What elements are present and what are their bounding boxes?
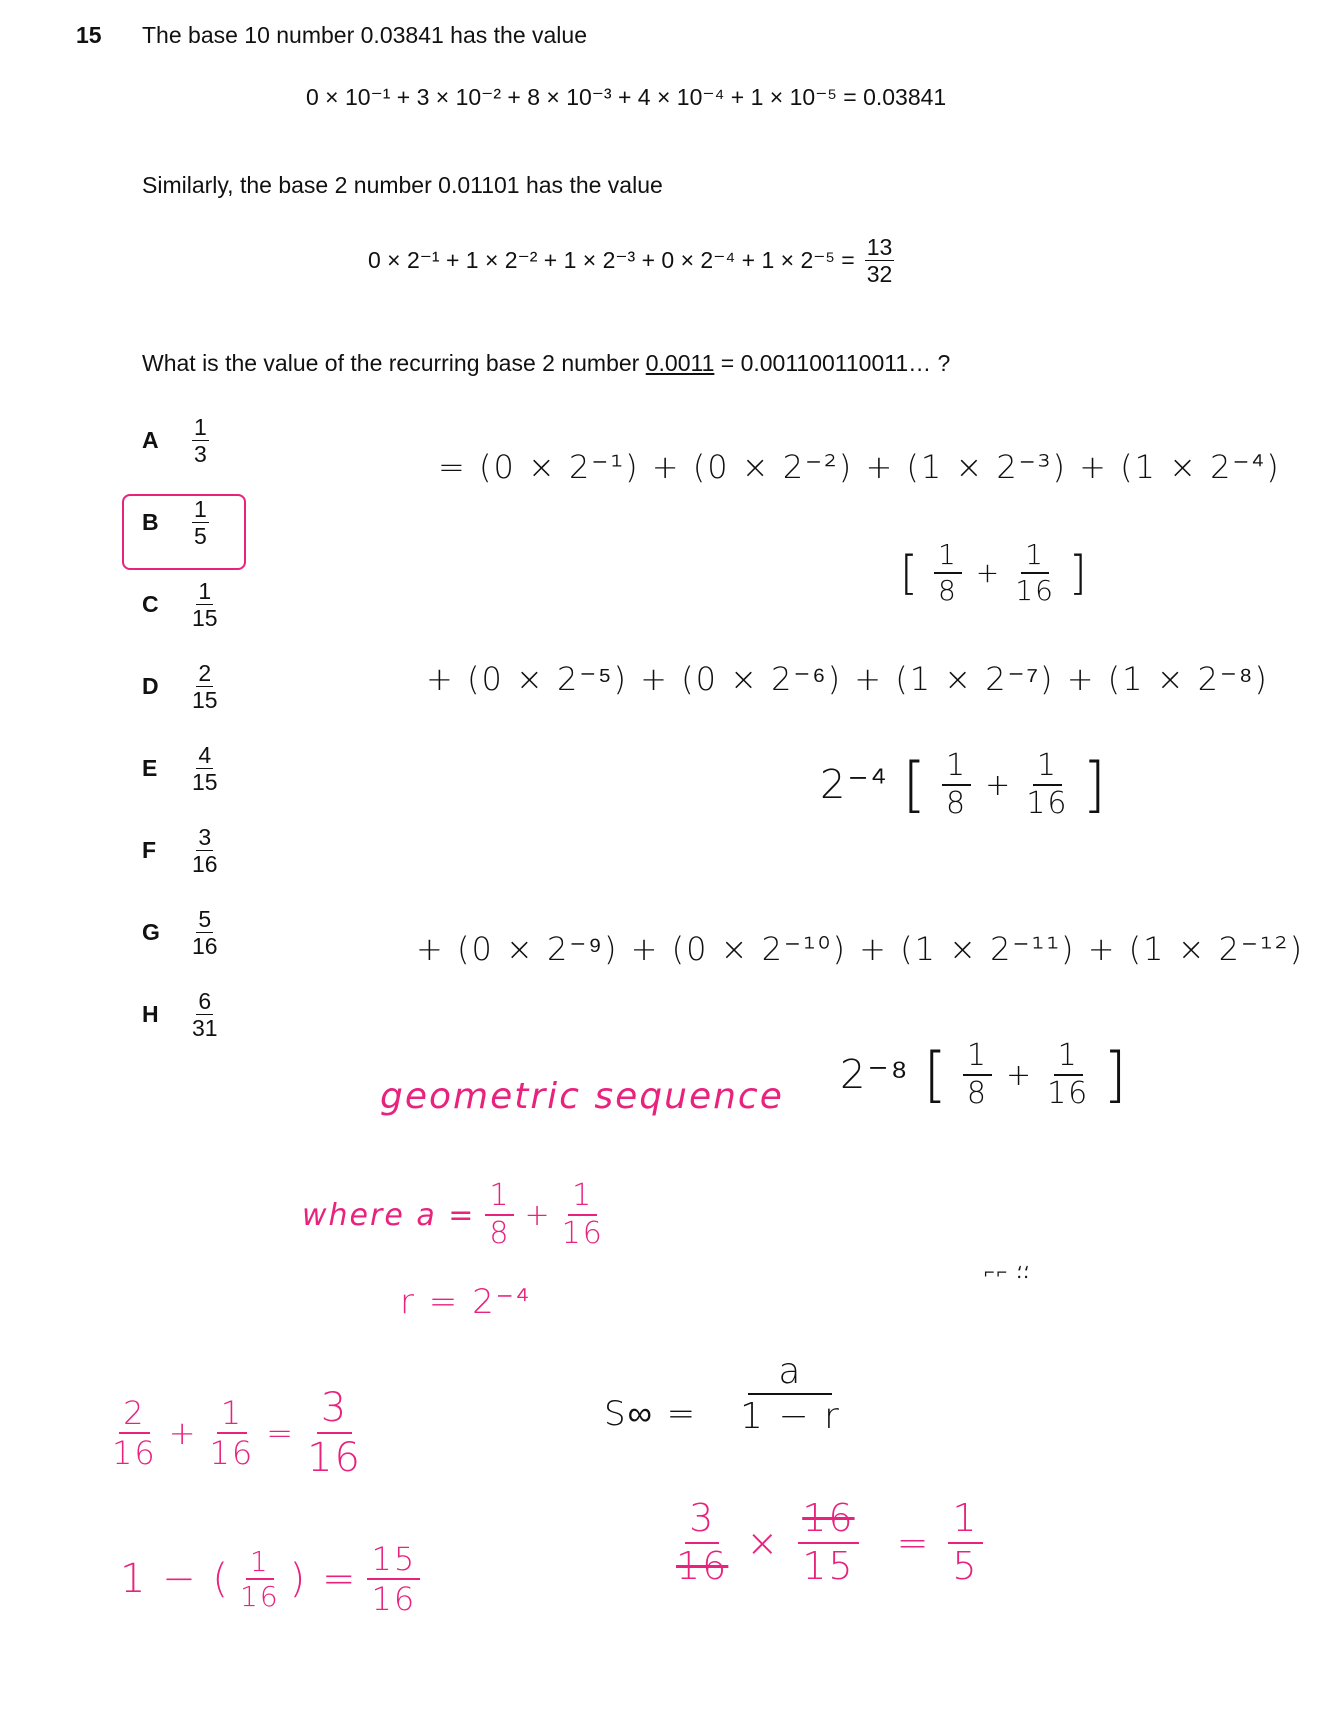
base2-result: $\frac{13}{32}$: [866, 234, 893, 288]
question-intro: The base 10 number 0.03841 has the value: [142, 22, 587, 48]
base10-equation: 0 × 10⁻¹ + 3 × 10⁻² + 8 × 10⁻³ + 4 × 10⁻⁴ + 1 × 10⁻⁵ = 0.03841: [306, 84, 947, 110]
work-group-3: 2⁻⁸ [ 1 8 + $\frac{1}{16}$ ]: [840, 1038, 1129, 1111]
s-infinity-fraction: $\frac{a}{1 - r}$: [740, 1351, 841, 1438]
group-3-factor: 2⁻⁸: [840, 1052, 910, 1098]
r-line: r = 2⁻⁴: [400, 1282, 532, 1322]
work-line-2: + (0 × 2⁻⁵) + (0 × 2⁻⁶) + (1 × 2⁻⁷) + (1 × 2⁻⁸): [426, 660, 1269, 698]
s-infinity-label: S∞ =: [604, 1394, 698, 1434]
question-prompt: [142, 350, 950, 377]
base2-equation: 0 × 2⁻¹ + 1 × 2⁻² + 1 × 2⁻³ + 0 × 2⁻⁴ + 1 × 2⁻⁵ =: [368, 247, 855, 274]
group-2-factor: 2⁻⁴: [820, 762, 889, 808]
base2-equation-row: [368, 234, 894, 288]
option-c[interactable]: C $\frac{1}{15}$: [142, 578, 218, 632]
one-minus-r: 1 − ( 1 16 ) = $\frac{15}{16}$: [120, 1540, 420, 1619]
final-calculation: $\frac{3}{16}$ × $\frac{16}{15}$ = $\frac{1}{5}$: [676, 1496, 983, 1589]
option-d[interactable]: D $\frac{2}{15}$: [142, 660, 218, 714]
question-number: 15: [76, 22, 102, 48]
similarly-text: Similarly, the base 2 number 0.01101 has the value: [142, 172, 663, 198]
prompt-prefix: What is the value of the recurring base 2 number: [142, 350, 646, 376]
work-group-2: 2⁻⁴ [ 1 8 + $\frac{1}{16}$ ]: [820, 748, 1108, 821]
prompt-suffix: = 0.001100110011… ?: [714, 350, 951, 376]
geometric-sequence-note: geometric sequence: [380, 1076, 784, 1117]
recurring-number: 0.0011: [645, 350, 715, 376]
work-group-1: [ 1 8 + $\frac{1}{16}$ ]: [900, 538, 1089, 607]
selected-option-highlight: [122, 494, 246, 570]
where-a-line: where a = $\frac{1}{8}$ + $\frac{1}{16}$: [302, 1178, 604, 1251]
option-b[interactable]: B $\frac{1}{5}$: [142, 496, 207, 550]
scribble-mark: ⌐⌐ ⸵⸵: [984, 1262, 1031, 1283]
option-g[interactable]: G $\frac{5}{16}$: [142, 906, 218, 960]
option-a[interactable]: A $\frac{1}{3}$: [142, 414, 207, 468]
work-line-1: = (0 × 2⁻¹) + (0 × 2⁻²) + (1 × 2⁻³) + (1 × 2⁻⁴): [438, 448, 1281, 486]
option-f[interactable]: F $\frac{3}{16}$: [142, 824, 218, 878]
option-h[interactable]: H $\frac{6}{31}$: [142, 988, 218, 1042]
work-line-3: + (0 × 2⁻⁹) + (0 × 2⁻¹⁰) + (1 × 2⁻¹¹) + (1 × 2⁻¹²): [416, 930, 1305, 968]
option-e[interactable]: E $\frac{4}{15}$: [142, 742, 218, 796]
a-sum: 2 16 + $\frac{1}{16}$ = $\frac{3}{16}$: [112, 1385, 362, 1481]
